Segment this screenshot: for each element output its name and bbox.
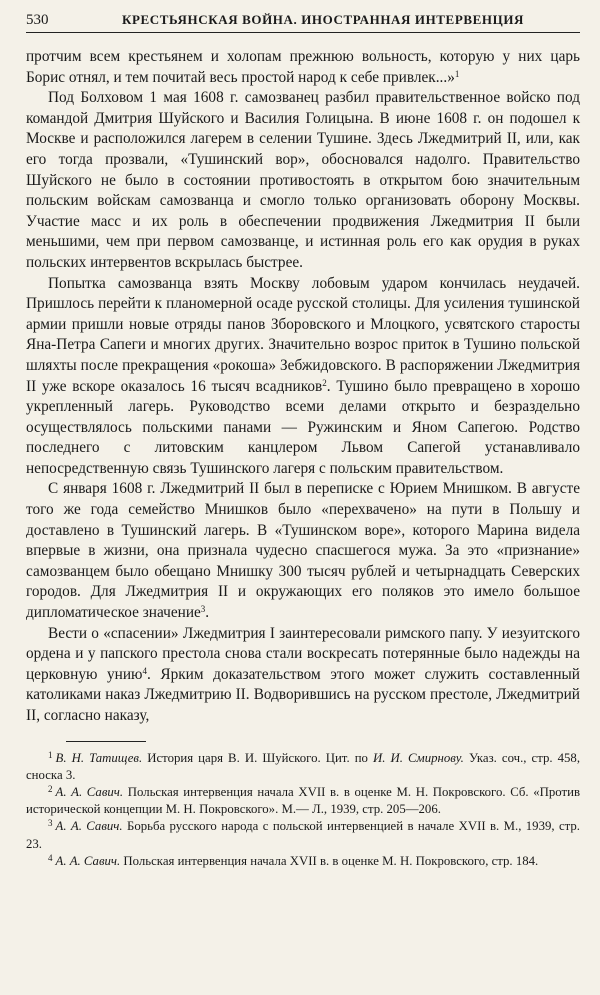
paragraph: Под Болховом 1 мая 1608 г. самозванец разбил правительственное войско под командой Дмитрия Шуйского и Василия Голицына. В июне 1608 г. он подошел к Москве и расположился лагерем в селении Тушине. Здесь Лжедмитрий II, или, как его тогда прозвали, «Тушинский вор», обосновался надолго. Правительство Шуйского не было в состоянии противостоять в открытом бою значительным польским войскам самозванца и смогло только организовать оборону Москвы. Участие масс и их роль в обеспечении продвижения Лжедмитрия II были меньшими, чем при первом самозванце, и истинная роль его как орудия в руках польских интервентов вскрылась быстрее. <box>26 89 580 271</box>
footnote-ref: 4 <box>142 665 147 676</box>
footnote-ref: 3 <box>200 604 206 615</box>
paragraph: Вести о «спасении» Лжедмитрия I заинтересовали римского папу. У иезуитского ордена и у папского престола снова стали воскресать потерянные было надежды на церковную унию$^4$. Ярким доказательством этого может служить составленный католиками наказ Лжедмитрию II. Водворившись на русском престоле, Лжедмитрий II, согласно наказу, <box>26 624 580 724</box>
footnote-ref: 1 <box>454 68 460 79</box>
footnote: $^4$ А. А. Савич. Польская интервенция начала XVII в. в оценке М. Н. Покровского, стр. 184. <box>48 852 539 868</box>
footnote-divider <box>66 741 146 742</box>
footnote: $^2$ А. А. Савич. Польская интервенция начала XVII в. в оценке М. Н. Покровского. Сб. «Против исторической концепции М. Н. Покровского». М.— Л., 1939, стр. 205—206. <box>26 784 580 817</box>
page-header <box>26 12 580 33</box>
page-number: 530 <box>26 12 49 28</box>
footnote: $^3$ А. А. Савич. Борьба русского народа с польской интервенцией в начале XVII в. М., 1939, стр. 23. <box>26 818 580 851</box>
running-head: КРЕСТЬЯНСКАЯ ВОЙНА. ИНОСТРАННАЯ ИНТЕРВЕНЦИЯ <box>121 12 525 27</box>
body-text <box>26 47 580 727</box>
paragraph: протчим всем крестьянем и холопам прежнюю вольность, которую у них царь Борис отнял, и тем почитай весь простой народ к себе привлек...»$^1$ <box>26 48 580 86</box>
book-page <box>26 12 580 870</box>
footnote: $^1$ В. Н. Татищев. История царя В. И. Шуйского. Цит. по И. И. Смирнову. Указ. соч., стр. 458, сноска 3. <box>26 749 581 782</box>
footnote-ref: 2 <box>322 377 327 388</box>
footnotes <box>26 750 580 870</box>
paragraph: С января 1608 г. Лжедмитрий II был в переписке с Юрием Мнишком. В августе того же года семейство Мнишков было «перехвачено» на пути в Польшу и доставлено в Тушинский лагерь. В «Тушинском воре», которого Марина видела впервые в жизни, она признала чудесно спасшегося мужа. За это «признание» самозванцем было обещано Мнишку 300 тысяч рублей и четырнадцать Северских городов. Для Лжедмитрия II и окружающих его поляков это имело большое дипломатическое значение$^3$. <box>26 480 580 622</box>
paragraph: Попытка самозванца взять Москву лобовым ударом кончилась неудачей. Пришлось перейти к планомерной осаде русской столицы. Для усиления тушинской армии пришли новые отряды панов Зборовского и Млоцкого, усвятского старосты Яна-Петра Сапеги и многих других. Значительно возрос приток в Тушино польской шляхты после прекращения «рокоша» Зебжидовского. В распоряжении Лжедмитрия II уже вскоре оказалось 16 тысяч всадников$^2$. Тушино было превращено в хорошо укрепленный лагерь. Руководство всеми делами открыто и безраздельно осуществлялось польскими панами — Ружинским и Яном Сапегою. Родство последнего с литовским канцлером Львом Сапегой устанавливало непосредственную связь Тушинского лагеря с польским правительством. <box>26 274 580 477</box>
